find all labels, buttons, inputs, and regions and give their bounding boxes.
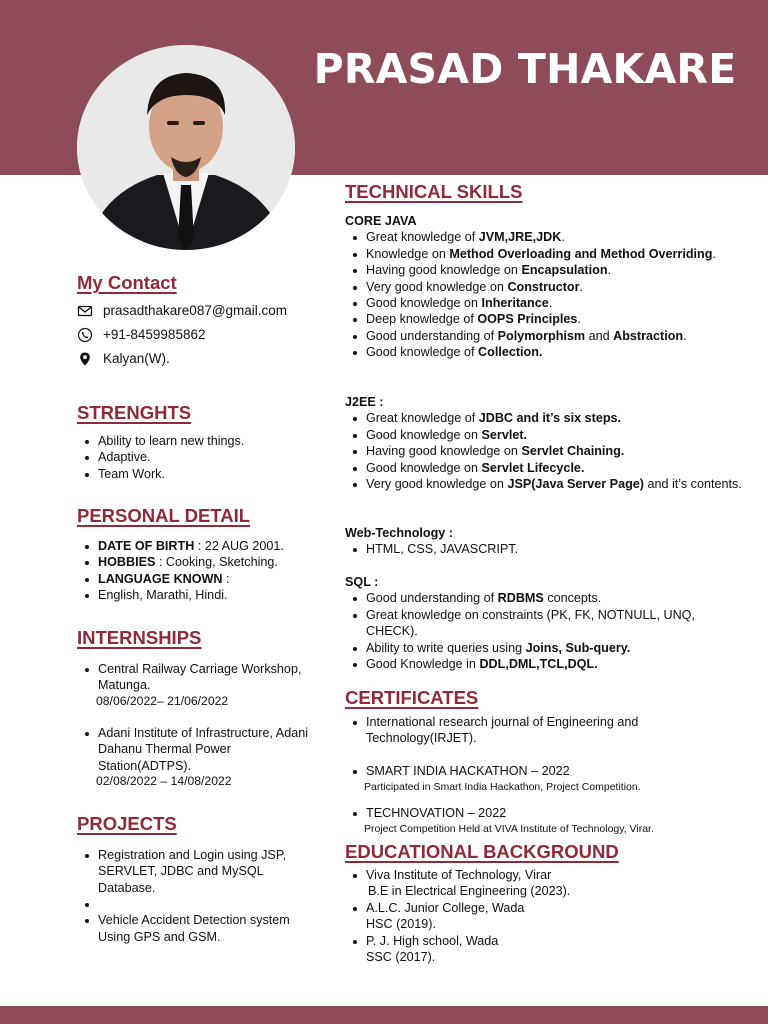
certificates-list-2 [345, 763, 745, 779]
sql-title: SQL : [345, 575, 379, 589]
map-pin-icon [77, 351, 93, 367]
list-item: Good knowledge on Servlet Lifecycle. [345, 460, 745, 476]
hobbies-value: : Cooking, Sketching. [155, 555, 278, 570]
certificate-note: Participated in Smart India Hackathon, Project Competition. [364, 781, 641, 793]
contact-email[interactable]: prasadthakare087@gmail.com [103, 302, 288, 318]
certificates-list-3 [345, 805, 745, 821]
phone-icon [77, 327, 93, 343]
list-item: Adaptive. [77, 449, 317, 465]
dob-label: DATE OF BIRTH [98, 539, 195, 553]
internship-dates: 02/08/2022 – 14/08/2022 [96, 774, 232, 788]
dob-value: : 22 AUG 2001. [194, 539, 284, 553]
strengths-list [77, 433, 317, 482]
internships-list-2 [77, 725, 313, 774]
list-item: Knowledge on Method Overloading and Method Overriding. [345, 246, 745, 262]
contact-email-row[interactable] [77, 299, 317, 323]
list-item: Very good knowledge on JSP(Java Server Page) and it’s contents. [345, 476, 745, 492]
list-item: Ability to learn new things. [77, 433, 317, 449]
strengths-heading: STRENGHTS [77, 402, 192, 423]
list-item: Deep knowledge of OOPS Principles. [345, 311, 745, 327]
j2ee-section [345, 394, 745, 492]
education-list [345, 867, 745, 965]
certificate-note: Project Competition Held at VIVA Institute of Technology, Virar. [364, 823, 654, 835]
contact-phone-row[interactable] [77, 323, 317, 347]
list-item: Great knowledge on constraints (PK, FK, NOTNULL, UNQ, CHECK). [345, 607, 745, 640]
list-item: Great knowledge of JDBC and it’s six steps. [345, 410, 745, 426]
list-item: Good Knowledge in DDL,DML,TCL,DQL. [345, 656, 745, 672]
hobbies-label: HOBBIES [98, 555, 156, 570]
list-item [77, 554, 317, 570]
personal-detail-list [77, 538, 317, 604]
list-item: SMART INDIA HACKATHON – 2022 [345, 763, 745, 779]
contact-location-row [77, 347, 317, 371]
list-item: Good knowledge on Servlet. [345, 427, 745, 443]
list-item: Good understanding of RDBMS concepts. [345, 590, 745, 606]
core-java-section [345, 213, 745, 361]
contact-phone[interactable]: +91-8459985862 [103, 326, 206, 342]
envelope-icon [77, 303, 93, 319]
list-item: P. J. High school, Wada [345, 933, 745, 949]
language-value: : [222, 571, 230, 586]
candidate-name: PRASAD THAKARE [313, 45, 737, 93]
list-item: Viva Institute of Technology, Virar [345, 867, 745, 883]
list-item: Having good knowledge on Servlet Chaining. [345, 443, 745, 459]
list-item: Team Work. [77, 466, 317, 482]
internships-list [77, 661, 313, 694]
list-item: Registration and Login using JSP, SERVLET, JDBC and MySQL Database. [77, 847, 313, 896]
contact-heading: My Contact [77, 272, 177, 293]
language-label: LANGUAGE KNOWN [98, 571, 223, 586]
list-item: Good knowledge of Collection. [345, 344, 745, 360]
list-item: Adani Institute of Infrastructure, Adani Dahanu Thermal Power Station(ADTPS). [77, 725, 313, 774]
technical-skills-heading: TECHNICAL SKILLS [345, 181, 523, 202]
contact-list [77, 299, 317, 371]
list-item: Good knowledge on Inheritance. [345, 295, 745, 311]
list-item: Having good knowledge on Encapsulation. [345, 262, 745, 278]
web-technology-title: Web-Technology : [345, 526, 453, 540]
contact-location: Kalyan(W). [103, 350, 170, 366]
internships-heading: INTERNSHIPS [77, 627, 202, 648]
certificates-heading: CERTIFICATES [345, 687, 479, 708]
core-java-title: CORE JAVA [345, 214, 417, 228]
web-technology-section [345, 525, 745, 558]
j2ee-title: J2EE : [345, 395, 384, 409]
list-item: HTML, CSS, JAVASCRIPT. [345, 541, 745, 557]
list-item: Very good knowledge on Constructor. [345, 279, 745, 295]
sql-section [345, 574, 745, 672]
education-detail: SSC (2017). [366, 950, 436, 965]
list-spacer [77, 896, 313, 912]
education-heading: EDUCATIONAL BACKGROUND [345, 841, 619, 862]
list-item: Good understanding of Polymorphism and Abstraction. [345, 328, 745, 344]
list-item: A.L.C. Junior College, Wada [345, 900, 745, 916]
list-item: TECHNOVATION – 2022 [345, 805, 745, 821]
education-detail: HSC (2019). [366, 917, 436, 932]
list-item: Vehicle Accident Detection system Using GPS and GSM. [77, 912, 313, 945]
certificates-list [345, 714, 745, 747]
list-item: International research journal of Engineering and Technology(IRJET). [345, 714, 745, 747]
internship-dates: 08/06/2022– 21/06/2022 [96, 694, 229, 708]
list-item: English, Marathi, Hindi. [77, 587, 317, 603]
personal-detail-heading: PERSONAL DETAIL [77, 505, 251, 526]
projects-heading: PROJECTS [77, 813, 177, 834]
projects-list [77, 847, 313, 945]
list-item: Great knowledge of JVM,JRE,JDK. [345, 229, 745, 245]
education-detail: B.E in Electrical Engineering (2023). [368, 884, 571, 899]
list-item: Ability to write queries using Joins, Sub-query. [345, 640, 745, 656]
list-item: Central Railway Carriage Workshop, Matunga. [77, 661, 313, 694]
list-item [77, 571, 317, 587]
footer-band [0, 1006, 768, 1024]
list-item [77, 538, 317, 554]
profile-photo [77, 45, 295, 250]
